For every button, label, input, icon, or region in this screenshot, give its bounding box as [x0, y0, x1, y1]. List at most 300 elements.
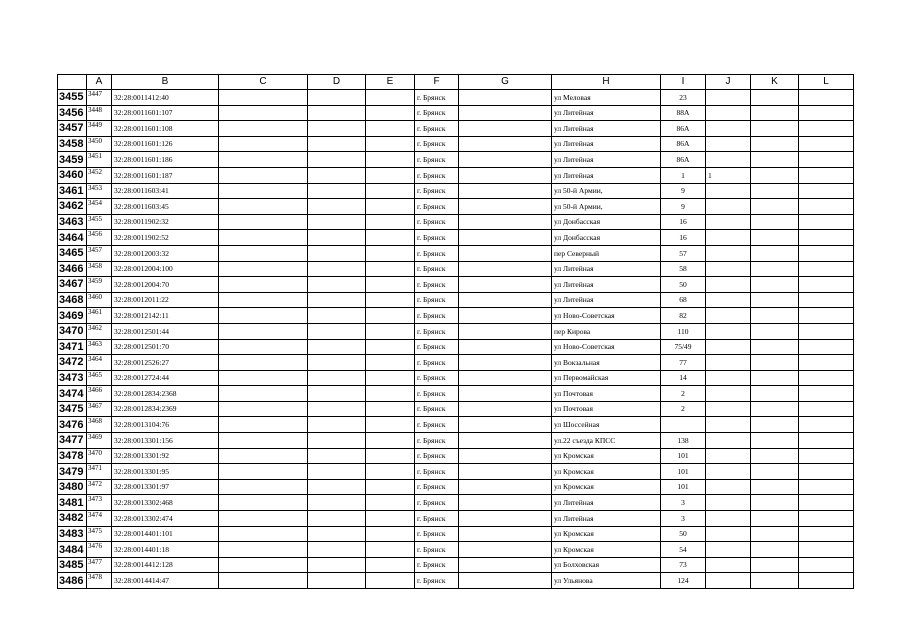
cell-d[interactable] [308, 136, 366, 152]
cell-c[interactable] [219, 542, 308, 558]
cell-k[interactable] [751, 511, 799, 527]
cell-e[interactable] [366, 355, 415, 371]
cell-k[interactable] [751, 401, 799, 417]
cell-j[interactable] [706, 214, 751, 230]
column-header-j[interactable]: J [706, 75, 751, 90]
cell-b[interactable]: 32:28:0011603:45 [112, 199, 219, 215]
cell-b[interactable]: 32:28:0011412:40 [112, 90, 219, 106]
column-header-k[interactable]: K [751, 75, 799, 90]
cell-f[interactable]: г. Брянск [415, 370, 459, 386]
cell-k[interactable] [751, 433, 799, 449]
cell-j[interactable] [706, 495, 751, 511]
cell-i[interactable]: 110 [661, 323, 706, 339]
cell-f[interactable]: г. Брянск [415, 183, 459, 199]
cell-j[interactable] [706, 511, 751, 527]
cell-a[interactable]: 3451 [87, 152, 112, 168]
cell-i[interactable]: 50 [661, 277, 706, 293]
cell-c[interactable] [219, 355, 308, 371]
cell-a[interactable]: 3471 [87, 464, 112, 480]
cell-a[interactable]: 3465 [87, 370, 112, 386]
row-header[interactable]: 3459 [58, 152, 87, 168]
cell-a[interactable]: 3454 [87, 199, 112, 215]
cell-h[interactable]: ул Литейная [552, 167, 661, 183]
cell-h[interactable]: ул Почтовая [552, 401, 661, 417]
cell-d[interactable] [308, 90, 366, 106]
cell-d[interactable] [308, 105, 366, 121]
cell-d[interactable] [308, 199, 366, 215]
column-header-b[interactable]: B [112, 75, 219, 90]
column-header-c[interactable]: C [219, 75, 308, 90]
cell-f[interactable]: г. Брянск [415, 464, 459, 480]
cell-h[interactable]: ул Кромская [552, 542, 661, 558]
cell-b[interactable]: 32:28:0014412:128 [112, 557, 219, 573]
cell-h[interactable]: ул Кромская [552, 526, 661, 542]
cell-b[interactable]: 32:28:0012142:11 [112, 308, 219, 324]
cell-f[interactable]: г. Брянск [415, 557, 459, 573]
row-header[interactable]: 3482 [58, 511, 87, 527]
cell-k[interactable] [751, 526, 799, 542]
cell-i[interactable]: 23 [661, 90, 706, 106]
cell-e[interactable] [366, 152, 415, 168]
cell-i[interactable]: 3 [661, 511, 706, 527]
cell-c[interactable] [219, 261, 308, 277]
cell-f[interactable]: г. Брянск [415, 230, 459, 246]
cell-b[interactable]: 32:28:0011601:126 [112, 136, 219, 152]
cell-a[interactable]: 3448 [87, 105, 112, 121]
cell-l[interactable] [799, 401, 854, 417]
cell-j[interactable] [706, 401, 751, 417]
cell-f[interactable]: г. Брянск [415, 214, 459, 230]
cell-k[interactable] [751, 386, 799, 402]
cell-e[interactable] [366, 183, 415, 199]
cell-h[interactable]: ул Кромская [552, 464, 661, 480]
cell-h[interactable]: ул Ульянова [552, 573, 661, 589]
row-header[interactable]: 3466 [58, 261, 87, 277]
cell-h[interactable]: ул Литейная [552, 292, 661, 308]
cell-a[interactable]: 3462 [87, 323, 112, 339]
cell-g[interactable] [459, 464, 552, 480]
cell-a[interactable]: 3470 [87, 448, 112, 464]
cell-d[interactable] [308, 152, 366, 168]
cell-f[interactable]: г. Брянск [415, 308, 459, 324]
cell-l[interactable] [799, 448, 854, 464]
cell-c[interactable] [219, 464, 308, 480]
cell-j[interactable] [706, 542, 751, 558]
cell-f[interactable]: г. Брянск [415, 136, 459, 152]
row-header[interactable]: 3474 [58, 386, 87, 402]
cell-g[interactable] [459, 370, 552, 386]
cell-h[interactable]: ул Донбасская [552, 214, 661, 230]
row-header[interactable]: 3484 [58, 542, 87, 558]
cell-g[interactable] [459, 105, 552, 121]
cell-g[interactable] [459, 323, 552, 339]
cell-a[interactable]: 3474 [87, 511, 112, 527]
cell-l[interactable] [799, 308, 854, 324]
cell-g[interactable] [459, 526, 552, 542]
cell-i[interactable]: 3 [661, 495, 706, 511]
cell-e[interactable] [366, 542, 415, 558]
row-header[interactable]: 3461 [58, 183, 87, 199]
row-header[interactable]: 3479 [58, 464, 87, 480]
cell-i[interactable]: 54 [661, 542, 706, 558]
cell-a[interactable]: 3472 [87, 479, 112, 495]
cell-a[interactable]: 3467 [87, 401, 112, 417]
cell-c[interactable] [219, 230, 308, 246]
row-header[interactable]: 3481 [58, 495, 87, 511]
cell-c[interactable] [219, 386, 308, 402]
cell-d[interactable] [308, 339, 366, 355]
cell-h[interactable]: ул Донбасская [552, 230, 661, 246]
cell-f[interactable]: г. Брянск [415, 152, 459, 168]
cell-b[interactable]: 32:28:0011601:186 [112, 152, 219, 168]
cell-f[interactable]: г. Брянск [415, 448, 459, 464]
cell-l[interactable] [799, 152, 854, 168]
cell-j[interactable] [706, 308, 751, 324]
cell-a[interactable]: 3468 [87, 417, 112, 433]
cell-c[interactable] [219, 479, 308, 495]
cell-g[interactable] [459, 292, 552, 308]
row-header[interactable]: 3477 [58, 433, 87, 449]
cell-g[interactable] [459, 542, 552, 558]
cell-h[interactable]: ул Меловая [552, 90, 661, 106]
column-header-i[interactable]: I [661, 75, 706, 90]
cell-b[interactable]: 32:28:0013104:76 [112, 417, 219, 433]
cell-f[interactable]: г. Брянск [415, 355, 459, 371]
cell-f[interactable]: г. Брянск [415, 292, 459, 308]
cell-c[interactable] [219, 495, 308, 511]
cell-f[interactable]: г. Брянск [415, 495, 459, 511]
cell-k[interactable] [751, 448, 799, 464]
cell-d[interactable] [308, 479, 366, 495]
cell-c[interactable] [219, 277, 308, 293]
cell-h[interactable]: ул Ново-Советская [552, 339, 661, 355]
cell-g[interactable] [459, 152, 552, 168]
cell-g[interactable] [459, 277, 552, 293]
cell-l[interactable] [799, 136, 854, 152]
cell-k[interactable] [751, 136, 799, 152]
cell-k[interactable] [751, 339, 799, 355]
cell-c[interactable] [219, 526, 308, 542]
cell-b[interactable]: 32:28:0013301:95 [112, 464, 219, 480]
cell-e[interactable] [366, 136, 415, 152]
row-header[interactable]: 3467 [58, 277, 87, 293]
cell-h[interactable]: ул Почтовая [552, 386, 661, 402]
cell-c[interactable] [219, 245, 308, 261]
cell-i[interactable]: 88А [661, 105, 706, 121]
cell-l[interactable] [799, 323, 854, 339]
column-header-h[interactable]: H [552, 75, 661, 90]
cell-g[interactable] [459, 199, 552, 215]
cell-h[interactable]: ул 50-й Армии, [552, 199, 661, 215]
cell-k[interactable] [751, 277, 799, 293]
row-header[interactable]: 3458 [58, 136, 87, 152]
cell-b[interactable]: 32:28:0011601:107 [112, 105, 219, 121]
cell-f[interactable]: г. Брянск [415, 401, 459, 417]
cell-h[interactable]: ул Литейная [552, 495, 661, 511]
cell-l[interactable] [799, 245, 854, 261]
cell-f[interactable]: г. Брянск [415, 277, 459, 293]
cell-a[interactable]: 3449 [87, 121, 112, 137]
cell-f[interactable]: г. Брянск [415, 479, 459, 495]
cell-b[interactable]: 32:28:0011902:32 [112, 214, 219, 230]
cell-c[interactable] [219, 573, 308, 589]
cell-h[interactable]: ул Шоссейная [552, 417, 661, 433]
cell-k[interactable] [751, 230, 799, 246]
cell-l[interactable] [799, 386, 854, 402]
cell-h[interactable]: ул Болховская [552, 557, 661, 573]
cell-b[interactable]: 32:28:0012011:22 [112, 292, 219, 308]
cell-h[interactable]: пер Северный [552, 245, 661, 261]
cell-e[interactable] [366, 90, 415, 106]
cell-b[interactable]: 32:28:0011601:108 [112, 121, 219, 137]
cell-e[interactable] [366, 167, 415, 183]
cell-g[interactable] [459, 136, 552, 152]
row-header[interactable]: 3486 [58, 573, 87, 589]
cell-f[interactable]: г. Брянск [415, 417, 459, 433]
cell-a[interactable]: 3457 [87, 245, 112, 261]
cell-d[interactable] [308, 433, 366, 449]
cell-b[interactable]: 32:28:0012501:70 [112, 339, 219, 355]
cell-j[interactable] [706, 245, 751, 261]
cell-l[interactable] [799, 339, 854, 355]
cell-i[interactable]: 14 [661, 370, 706, 386]
cell-i[interactable]: 101 [661, 464, 706, 480]
cell-h[interactable]: ул 50-й Армии, [552, 183, 661, 199]
row-header[interactable]: 3471 [58, 339, 87, 355]
cell-i[interactable]: 2 [661, 386, 706, 402]
cell-a[interactable]: 3469 [87, 433, 112, 449]
cell-g[interactable] [459, 339, 552, 355]
cell-e[interactable] [366, 370, 415, 386]
cell-d[interactable] [308, 386, 366, 402]
row-header[interactable]: 3472 [58, 355, 87, 371]
cell-b[interactable]: 32:28:0011902:52 [112, 230, 219, 246]
row-header[interactable]: 3485 [58, 557, 87, 573]
cell-j[interactable] [706, 230, 751, 246]
cell-j[interactable] [706, 199, 751, 215]
cell-j[interactable] [706, 277, 751, 293]
cell-l[interactable] [799, 183, 854, 199]
cell-j[interactable] [706, 557, 751, 573]
cell-l[interactable] [799, 261, 854, 277]
cell-h[interactable]: ул.22 съезда КПСС [552, 433, 661, 449]
cell-b[interactable]: 32:28:0012724:44 [112, 370, 219, 386]
cell-a[interactable]: 3452 [87, 167, 112, 183]
cell-l[interactable] [799, 199, 854, 215]
cell-k[interactable] [751, 152, 799, 168]
cell-a[interactable]: 3466 [87, 386, 112, 402]
cell-a[interactable]: 3463 [87, 339, 112, 355]
cell-b[interactable]: 32:28:0013301:156 [112, 433, 219, 449]
column-header-g[interactable]: G [459, 75, 552, 90]
cell-f[interactable]: г. Брянск [415, 167, 459, 183]
cell-j[interactable] [706, 323, 751, 339]
cell-l[interactable] [799, 121, 854, 137]
cell-c[interactable] [219, 339, 308, 355]
row-header[interactable]: 3476 [58, 417, 87, 433]
cell-g[interactable] [459, 183, 552, 199]
cell-e[interactable] [366, 417, 415, 433]
cell-a[interactable]: 3447 [87, 90, 112, 106]
cell-f[interactable]: г. Брянск [415, 542, 459, 558]
cell-l[interactable] [799, 277, 854, 293]
cell-k[interactable] [751, 183, 799, 199]
cell-e[interactable] [366, 495, 415, 511]
cell-l[interactable] [799, 526, 854, 542]
cell-d[interactable] [308, 308, 366, 324]
cell-l[interactable] [799, 292, 854, 308]
cell-i[interactable]: 86А [661, 136, 706, 152]
cell-l[interactable] [799, 230, 854, 246]
cell-j[interactable] [706, 152, 751, 168]
cell-a[interactable]: 3450 [87, 136, 112, 152]
cell-h[interactable]: ул Литейная [552, 152, 661, 168]
cell-i[interactable]: 2 [661, 401, 706, 417]
cell-i[interactable]: 101 [661, 479, 706, 495]
cell-j[interactable] [706, 433, 751, 449]
cell-e[interactable] [366, 277, 415, 293]
cell-j[interactable]: 1 [706, 167, 751, 183]
cell-g[interactable] [459, 230, 552, 246]
row-header[interactable]: 3468 [58, 292, 87, 308]
cell-i[interactable]: 75/49 [661, 339, 706, 355]
cell-k[interactable] [751, 370, 799, 386]
cell-e[interactable] [366, 386, 415, 402]
select-all-corner[interactable] [58, 75, 87, 90]
cell-k[interactable] [751, 292, 799, 308]
cell-k[interactable] [751, 464, 799, 480]
cell-d[interactable] [308, 417, 366, 433]
cell-c[interactable] [219, 136, 308, 152]
cell-c[interactable] [219, 433, 308, 449]
cell-a[interactable]: 3455 [87, 214, 112, 230]
cell-i[interactable]: 124 [661, 573, 706, 589]
cell-f[interactable]: г. Брянск [415, 339, 459, 355]
cell-b[interactable]: 32:28:0011601:187 [112, 167, 219, 183]
cell-h[interactable]: ул Вокзальная [552, 355, 661, 371]
cell-b[interactable]: 32:28:0012004:100 [112, 261, 219, 277]
cell-c[interactable] [219, 292, 308, 308]
cell-h[interactable]: ул Первомайская [552, 370, 661, 386]
cell-c[interactable] [219, 167, 308, 183]
cell-b[interactable]: 32:28:0012501:44 [112, 323, 219, 339]
cell-l[interactable] [799, 417, 854, 433]
cell-j[interactable] [706, 386, 751, 402]
cell-i[interactable]: 77 [661, 355, 706, 371]
row-header[interactable]: 3463 [58, 214, 87, 230]
cell-g[interactable] [459, 355, 552, 371]
cell-l[interactable] [799, 355, 854, 371]
column-header-d[interactable]: D [308, 75, 366, 90]
cell-d[interactable] [308, 542, 366, 558]
cell-f[interactable]: г. Брянск [415, 261, 459, 277]
cell-e[interactable] [366, 121, 415, 137]
cell-c[interactable] [219, 214, 308, 230]
cell-h[interactable]: ул Литейная [552, 261, 661, 277]
cell-e[interactable] [366, 464, 415, 480]
cell-j[interactable] [706, 121, 751, 137]
cell-h[interactable]: ул Кромская [552, 479, 661, 495]
cell-e[interactable] [366, 526, 415, 542]
cell-d[interactable] [308, 121, 366, 137]
cell-k[interactable] [751, 308, 799, 324]
row-header[interactable]: 3456 [58, 105, 87, 121]
cell-h[interactable]: ул Литейная [552, 511, 661, 527]
cell-k[interactable] [751, 417, 799, 433]
cell-h[interactable]: ул Литейная [552, 136, 661, 152]
cell-e[interactable] [366, 308, 415, 324]
cell-g[interactable] [459, 121, 552, 137]
cell-c[interactable] [219, 511, 308, 527]
cell-l[interactable] [799, 370, 854, 386]
cell-h[interactable]: ул Литейная [552, 277, 661, 293]
cell-g[interactable] [459, 261, 552, 277]
cell-d[interactable] [308, 167, 366, 183]
cell-i[interactable]: 101 [661, 448, 706, 464]
cell-j[interactable] [706, 105, 751, 121]
cell-b[interactable]: 32:28:0013302:474 [112, 511, 219, 527]
cell-d[interactable] [308, 526, 366, 542]
cell-f[interactable]: г. Брянск [415, 90, 459, 106]
cell-b[interactable]: 32:28:0013302:468 [112, 495, 219, 511]
cell-l[interactable] [799, 479, 854, 495]
row-header[interactable]: 3460 [58, 167, 87, 183]
cell-l[interactable] [799, 464, 854, 480]
row-header[interactable]: 3475 [58, 401, 87, 417]
cell-l[interactable] [799, 105, 854, 121]
cell-g[interactable] [459, 401, 552, 417]
cell-j[interactable] [706, 136, 751, 152]
cell-i[interactable]: 58 [661, 261, 706, 277]
cell-c[interactable] [219, 183, 308, 199]
cell-d[interactable] [308, 511, 366, 527]
cell-i[interactable]: 16 [661, 214, 706, 230]
cell-l[interactable] [799, 511, 854, 527]
cell-b[interactable]: 32:28:0012003:32 [112, 245, 219, 261]
row-header[interactable]: 3480 [58, 479, 87, 495]
cell-j[interactable] [706, 261, 751, 277]
cell-b[interactable]: 32:28:0012834:2369 [112, 401, 219, 417]
cell-a[interactable]: 3476 [87, 542, 112, 558]
cell-d[interactable] [308, 355, 366, 371]
cell-c[interactable] [219, 105, 308, 121]
cell-b[interactable]: 32:28:0014414:47 [112, 573, 219, 589]
cell-e[interactable] [366, 199, 415, 215]
cell-d[interactable] [308, 448, 366, 464]
cell-k[interactable] [751, 479, 799, 495]
cell-d[interactable] [308, 370, 366, 386]
cell-f[interactable]: г. Брянск [415, 199, 459, 215]
cell-j[interactable] [706, 479, 751, 495]
cell-f[interactable]: г. Брянск [415, 526, 459, 542]
cell-i[interactable]: 86А [661, 152, 706, 168]
cell-h[interactable]: ул Ново-Советская [552, 308, 661, 324]
cell-a[interactable]: 3453 [87, 183, 112, 199]
cell-e[interactable] [366, 245, 415, 261]
cell-g[interactable] [459, 479, 552, 495]
cell-e[interactable] [366, 323, 415, 339]
cell-e[interactable] [366, 214, 415, 230]
cell-c[interactable] [219, 323, 308, 339]
cell-b[interactable]: 32:28:0012004:70 [112, 277, 219, 293]
cell-a[interactable]: 3460 [87, 292, 112, 308]
cell-d[interactable] [308, 183, 366, 199]
cell-k[interactable] [751, 167, 799, 183]
cell-g[interactable] [459, 433, 552, 449]
cell-d[interactable] [308, 464, 366, 480]
cell-e[interactable] [366, 511, 415, 527]
row-header[interactable]: 3465 [58, 245, 87, 261]
